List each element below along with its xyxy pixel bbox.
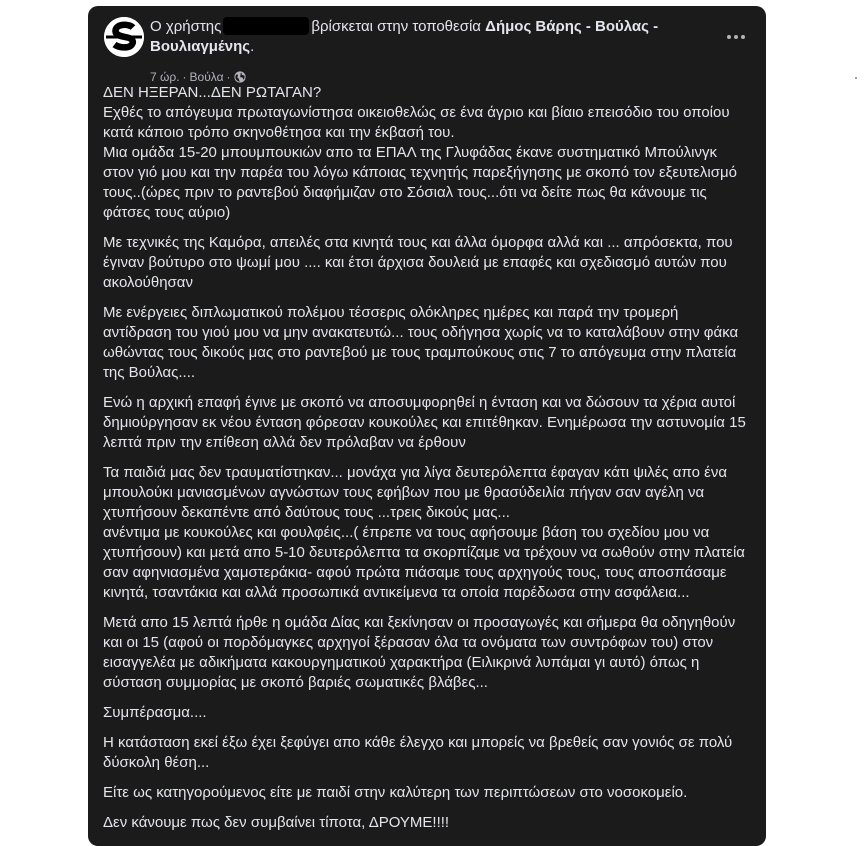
place-link[interactable]: Δήμος Βάρης - Βούλας - Βουλιαγμένης <box>150 18 659 55</box>
post-body <box>103 83 751 843</box>
post-paragraph: Ενώ η αρχική επαφή έγινε με σκοπό να αποσυμφορηθεί η ένταση και να δώσουν τα χέρια αυτοί δημιούργησαν εκ νέου ένταση φόρεσαν κουκούλες και επιτέθηκαν. Ενημέρωσα την αστυνομία 15 λεπτά πριν την επίθεση αλλά δεν πρόλαβαν να έρθουν <box>103 394 746 451</box>
post-attribution <box>150 17 690 57</box>
post-header <box>102 17 752 84</box>
post-paragraph: Συμπέρασμα.... <box>103 704 207 721</box>
meta-separator-2: · <box>226 70 231 84</box>
post-paragraph: Η κατάσταση εκεί έξω έχει ξεφύγει απο κάθε έλεγχο και μπορείς να βρεθείς σαν γονιός σε πολύ δύσκολη θέση... <box>103 734 733 771</box>
post-paragraph: Μετά απο 15 λεπτά ήρθε η ομάδα Δίας και ξεκίνησαν οι προσαγωγές και σήμερα θα οδηγηθούν και οι 15 (αφού οι πορδόμαγκες αρχηγοί ξέρασαν όλα τα ονόματα των συντρόφων του) στον εισαγγελέα με αδικήματα κακουργηματικού χαρακτήρα (Ειλικρινά λυπάμαι γι αυτό) όπως η σύσταση συμμορίας με σκοπό βαριές σωματικές βλάβες... <box>103 614 736 691</box>
more-options-icon[interactable] <box>722 29 750 45</box>
redacted-username <box>223 17 309 35</box>
post-paragraph: Με τεχνικές της Καμόρα, απειλές στα κινητά τους και άλλα όμορφα αλλά και ... απρόσεκτα, που έγιναν βούτυρο στο ψωμί μου .... και έτσι άρχισα δουλειά με επαφές και σχεδιασμό αυτών που ακολούθησαν <box>103 234 733 291</box>
post-paragraph: Τα παιδιά μας δεν τραυματίστηκαν... μονάχα για λίγα δευτερόλεπτα έφαγαν κάτι ψιλές απο ένα μπουλούκι μανιασμένων αγνώστων τους εφήβων που με θρασύδειλία πήγαν σαν αγέλη να χτυπήσουν δεκαπέντε από δαύτους τους ...τρεις δικούς μας... ανέντιμα με κουκούλες και φουλφέις...( έπρεπε να τους αφήσουμε βάση του σχεδίου μου να χτυπήσουν) και μετά απο 5-10 δευτερόλεπτα τα σκορπίζαμε να τρέχουν να σωθούν στην πλατεία σαν αφηνιασμένα χαμστεράκια- αφού πρώτα πιάσαμε τους αρχηγούς τους, τους αποσπάσαμε κινητά, τσαντάκια και αλλά προσωπικά αντικείμενα τα οποία παρέδωσα στην ασφάλεια... <box>103 464 745 601</box>
post-paragraph: Με ενέργειες διπλωματικού πολέμου τέσσερις ολόκληρες ημέρες και παρά την τρομερή αντίδραση του γιού μου να μην ανακατευτώ... τους οδήγησα χωρίς να το καταλάβουν στην φάκα ωθώντας τους δικούς μας στο ραντεβού με τους τραμπούκους στις 7 το απόγευμα στην πλατεία της Βούλας.... <box>103 304 739 381</box>
author-prefix: Ο χρήστης <box>150 18 222 35</box>
post-location[interactable]: Βούλα <box>189 70 224 84</box>
post-paragraph: Δεν κάνουμε πως δεν συμβαίνει τίποτα, ΔΡΟΥΜΕ!!!! <box>103 814 450 831</box>
post-card <box>88 6 766 846</box>
post-timestamp[interactable]: 7 ώρ. <box>150 70 180 84</box>
attribution-suffix: . <box>250 38 255 55</box>
stray-pixel <box>855 77 857 79</box>
location-phrase: βρίσκεται στην τοποθεσία <box>311 18 481 35</box>
post-paragraph: ΔΕΝ ΗΞΕΡΑΝ...ΔΕΝ ΡΩΤΑΓΑΝ? Εχθές το απόγευμα πρωταγωνίστησα οικειοθελώς σε ένα άγριο και βίαιο επεισόδιο του οποίου κατά κάποιο τρόπο σκηνοθέτησα και την έκβασή του. Μια ομάδα 15-20 μπουμπουκιών απο τα ΕΠΑΛ της Γλυφάδας έκανε συστηματικό Μπούλινγκ στον γιό μου και την παρέα του λόγω κάποιας τεχνητής παρεξήγησης με σκοπό τον εξευτελισμό τους..(ώρες πριν το ραντεβού διαφήμιζαν στο Σόσιαλ τους...ότι να δείτε πως θα κάνουμε τις φάτσες τους αύριο) <box>103 84 737 221</box>
post-paragraph: Είτε ως κατηγορούμενος είτε με παιδί στην καλύτερη των περιπτώσεων στο νοσοκομείο. <box>103 784 688 801</box>
globe-icon[interactable] <box>234 71 246 83</box>
avatar[interactable] <box>104 17 144 57</box>
avatar-logo-icon <box>104 17 144 57</box>
meta-separator: · <box>182 70 187 84</box>
